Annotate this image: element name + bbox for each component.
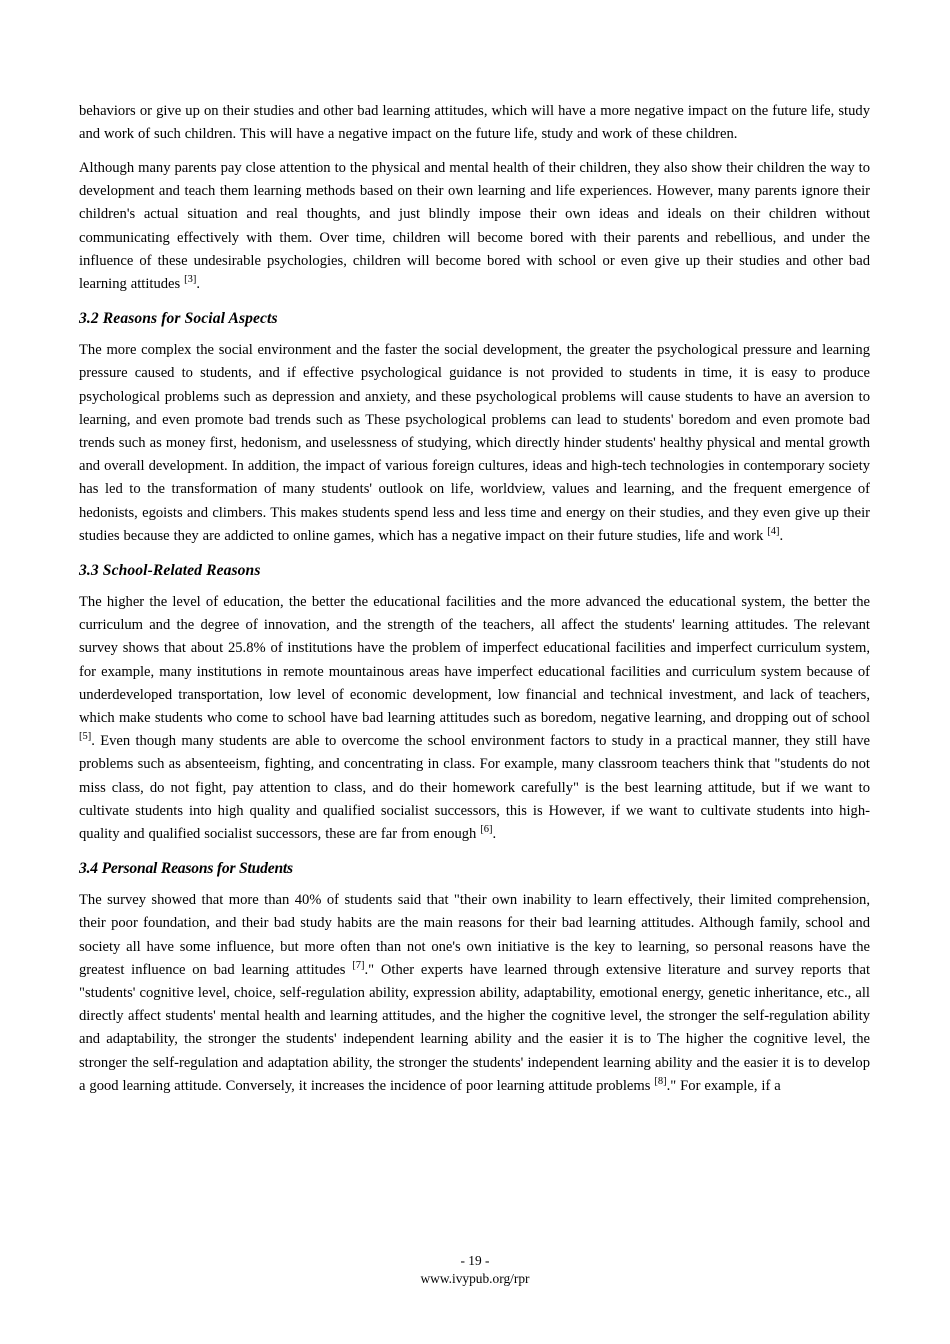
paragraph-text: Although many parents pay close attention to the physical and mental health of their children, they also show their children the way to development and teach them learning methods based on their own learning and life experiences. However, many parents ignore their children's actual situation and real thoughts, and just blindly impose their own ideas and ideals on their children without communicating effectively with them. Over time, children will become bored with their parents and rebellious, and under the influence of these undesirable psychologies, children will become bored with school or even give up their studies and other bad learning attitudes [79, 159, 870, 292]
paragraph-text-middle: . Even though many students are able to overcome the school environment factors to study in a practical manner, they still have problems such as absenteeism, fighting, and concentrating in class. For example, many classroom teachers think that "students do not miss class, do not fight, pay attention to class, and do their homework carefully" is the best learning attitude, but if we want to cultivate students into high quality and qualified socialist successors, this is However, if we want to cultivate students into high-quality and qualified socialist successors, these are far from enough [79, 733, 870, 842]
paragraph-social-aspects [79, 339, 870, 548]
paragraph-parental-attention [79, 157, 870, 296]
paragraph-text: The more complex the social environment and the faster the social development, the greater the psychological pressure and learning pressure caused to students, and if effective psychological guidance is not provided to students in time, it is easy to produce psychological problems such as depression and anxiety, and these psychological problems will cause students to have an aversion to learning, and even promote bad trends such as These psychological problems can lead to students' boredom and even promote bad trends such as money first, hedonism, and uselessness of studying, which directly hinder students' healthy physical and mental growth and overall development. In addition, the impact of various foreign cultures, ideas and high-tech technologies in contemporary society has led to the transformation of many students' outlook on life, worldview, values and learning, and the frequent emergence of hedonists, egoists and climbers. This makes students spend less and less time and energy on their studies, and they even give up their studies because they are addicted to online games, which has a negative impact on their future studies, life and work [79, 342, 870, 544]
paragraph-school-related [79, 591, 870, 846]
paragraph-text-middle: ." Other experts have learned through extensive literature and survey reports that "students' cognitive level, choice, self-regulation ability, expression ability, adaptability, emotional energy, genetic inheritance, etc., all directly affect students' mental health and learning attitudes, and the higher the cognitive level, the stronger the self-regulation ability and adaptability, the stronger the students' independent learning ability and the easier it is to The higher the cognitive level, the stronger the self-regulation and adaptation ability, the stronger the students' independent learning ability and the easier it is to develop a good learning attitude. Conversely, it increases the incidence of poor learning attitude problems [79, 961, 870, 1094]
paragraph-intro-continuation [79, 100, 870, 146]
reference-marker-7: [7] [352, 959, 365, 971]
paragraph-text-tail: ." For example, if a [666, 1077, 781, 1094]
publisher-url: www.ivypub.org/rpr [420, 1271, 530, 1286]
page-number: - 19 - [460, 1253, 490, 1268]
paragraph-text-tail: . [196, 275, 201, 292]
paragraph-text-tail: . [779, 527, 784, 544]
reference-marker-4: [4] [767, 525, 780, 537]
section-heading-3-2: 3.2 Reasons for Social Aspects [79, 310, 278, 328]
paragraph-text: The survey showed that more than 40% of students said that "their own inability to learn effectively, their limited comprehension, their poor foundation, and their bad study habits are the main reasons for their bad learning attitudes. Although family, school and society all have some influence, but more often than not one's own initiative is the key to learning, so personal reasons have the greatest influence on bad learning attitudes [79, 892, 870, 978]
paragraph-text: behaviors or give up on their studies and other bad learning attitudes, which will have a more negative impact on the future life, study and work of such children. This will have a negative impact on the future life, study and work of these children. [79, 103, 870, 143]
reference-marker-3: [3] [184, 274, 197, 286]
paragraph-text-tail: . [492, 825, 497, 842]
reference-marker-6: [6] [480, 824, 493, 836]
paragraph-personal-reasons [79, 889, 870, 1098]
page-body-content [79, 100, 870, 1098]
section-heading-3-3: 3.3 School-Related Reasons [79, 561, 261, 579]
paragraph-text: The higher the level of education, the better the educational facilities and the more advanced the educational system, the better the curriculum and the degree of innovation, and the strength of the teachers, all affect the students' learning attitudes. The relevant survey shows that about 25.8% of institutions have the problem of imperfect educational facilities and imperfect curriculum system, for example, many institutions in remote mountainous areas have imperfect educational facilities and curriculum system because of underdeveloped transportation, low level of economic development, low financial and technical investment, and lack of teachers, which make students who come to school have bad learning attitudes such as boredom, negative learning, and dropping out of school [79, 593, 870, 726]
page-footer [0, 1252, 950, 1288]
reference-marker-5: [5] [79, 731, 92, 743]
reference-marker-8: [8] [654, 1075, 667, 1087]
section-heading-3-4: 3.4 Personal Reasons for Students [79, 860, 293, 878]
